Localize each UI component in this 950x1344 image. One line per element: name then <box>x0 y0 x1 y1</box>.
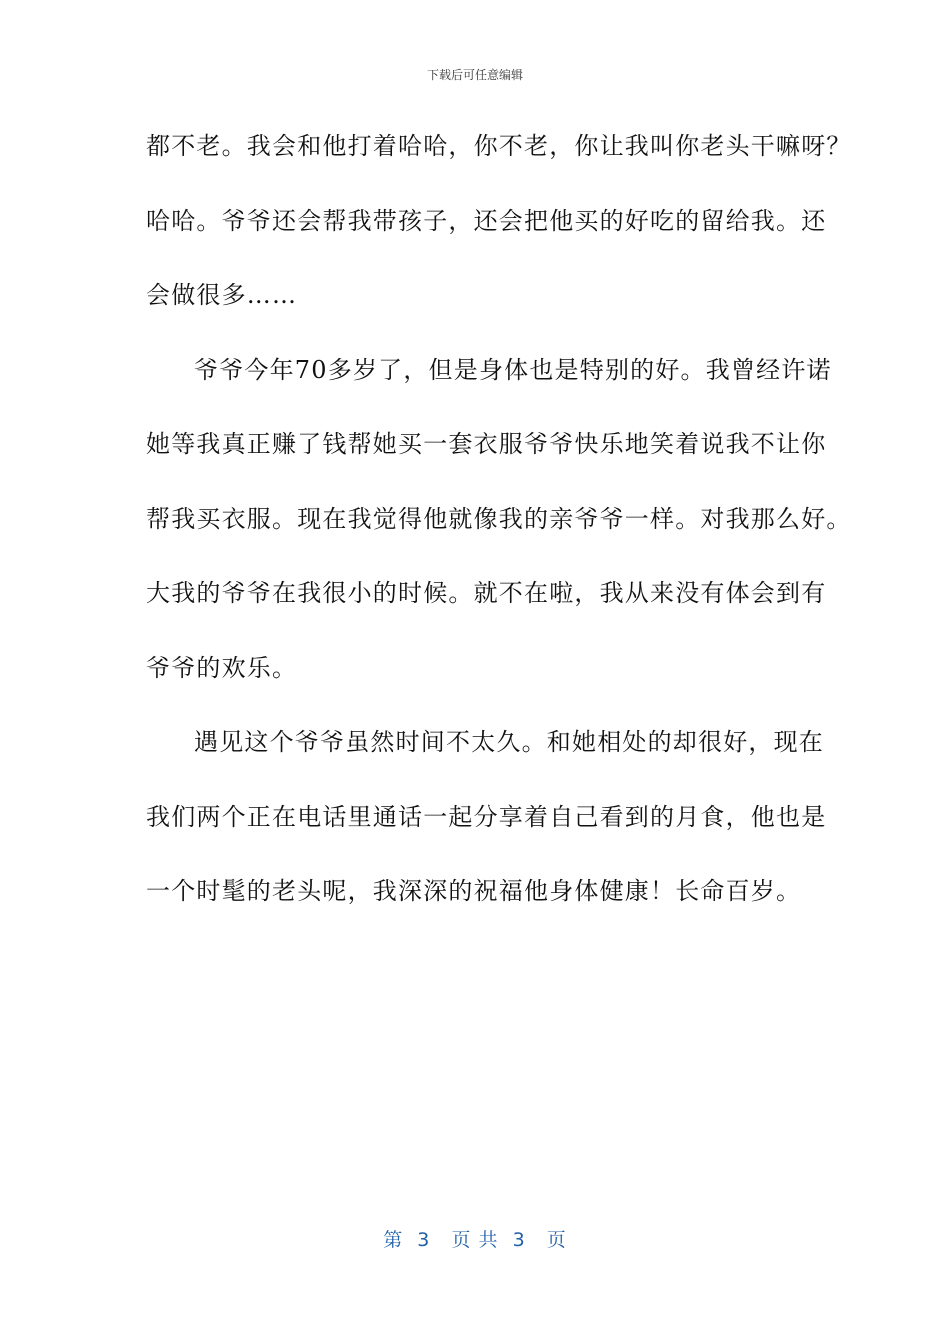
document-body <box>146 122 852 942</box>
text-line: 帮我买衣服。现在我觉得他就像我的亲爷爷一样。对我那么好。 <box>146 504 852 533</box>
text-line: 大我的爷爷在我很小的时候。就不在啦，我从来没有体会到有 <box>146 579 827 607</box>
paragraph-start-line: 爷爷今年70多岁了，但是身体也是特别的好。我曾经许诺 <box>194 355 832 384</box>
text-line: 她等我真正赚了钱帮她买一套衣服爷爷快乐地笑着说我不让你 <box>146 430 827 458</box>
text-line: 都不老。我会和他打着哈哈，你不老，你让我叫你老头干嘛呀？ <box>146 132 852 160</box>
text-line: 爷爷的欢乐。 <box>146 653 298 682</box>
paragraph-start-line: 遇见这个爷爷虽然时间不太久。和她相处的却很好，现在 <box>194 728 824 756</box>
text-line: 一个时髦的老头呢，我深深的祝福他身体健康！长命百岁。 <box>146 877 802 905</box>
page-header: 下载后可任意编辑 <box>426 68 523 82</box>
text-line: 会做很多…… <box>146 281 298 309</box>
page-footer: 第 3 页 共 3 页 <box>383 1229 567 1251</box>
text-line: 哈哈。爷爷还会帮我带孩子，还会把他买的好吃的留给我。还 <box>146 206 827 235</box>
text-line: 我们两个正在电话里通话一起分享着自己看到的月食，他也是 <box>146 802 827 831</box>
